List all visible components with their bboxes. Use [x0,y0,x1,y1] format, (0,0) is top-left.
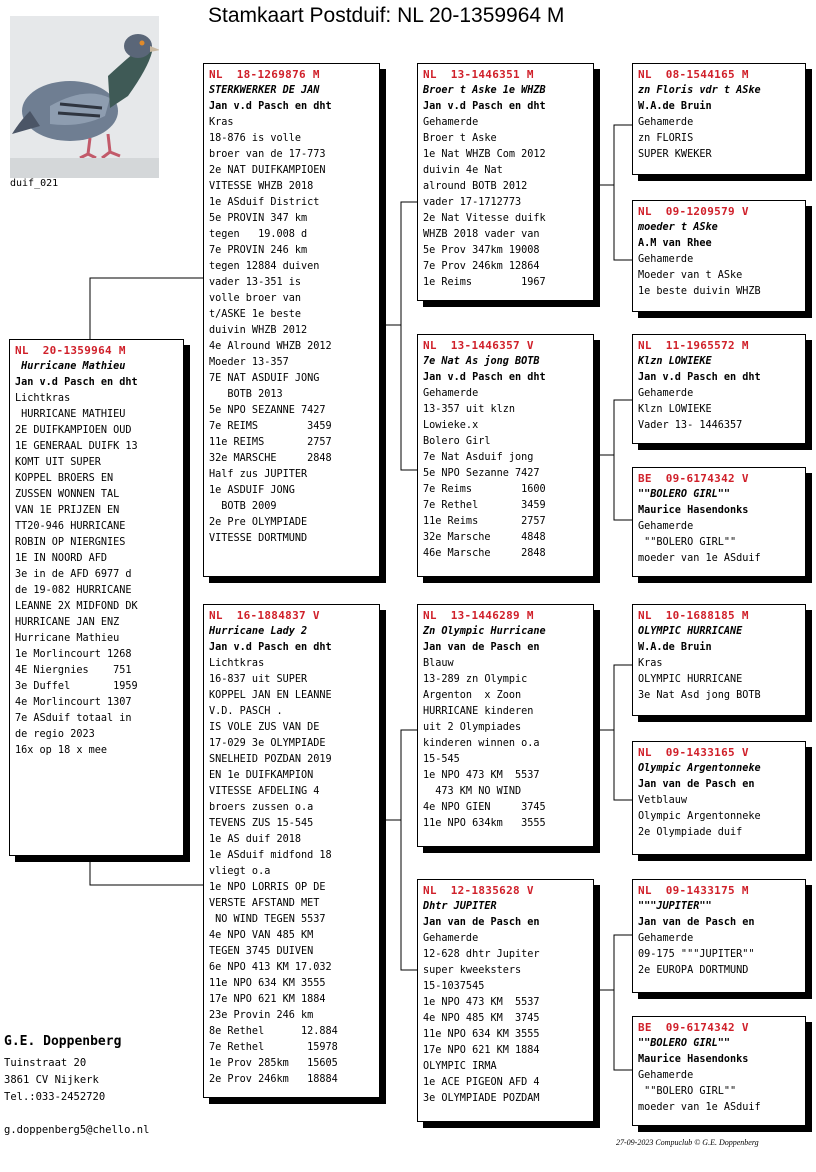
detail-line: SNELHEID POZDAN 2019 [209,754,332,765]
paternal-grandfather-details [423,115,589,291]
breeder-city: 3861 CV Nijkerk [4,1074,99,1086]
detail-line: kinderen winnen o.a [423,738,540,749]
detail-line: 11e REIMS 2757 [209,437,332,448]
detail-line: 17e NPO 621 KM 1884 [209,994,326,1005]
mother-card [203,604,380,1098]
detail-line: 5e Prov 347km 19008 [423,245,540,256]
detail-line: 3e in de AFD 6977 d [15,569,132,580]
paternal-grandmother-details [423,386,589,562]
detail-line: 7e Rethel 15978 [209,1042,338,1053]
detail-line: Lowieke.x [423,420,479,431]
page-title: Stamkaart Postduif: NL 20-1359964 M [208,4,565,27]
detail-line: tegen 12884 duiven [209,261,320,272]
photo-caption: duif_021 [10,178,59,189]
detail-line: 17-029 3e OLYMPIADE [209,738,326,749]
maternal-grandfather-name: Zn Olympic Hurricane [423,626,546,637]
detail-line: 2e EUROPA DORTMUND [638,965,749,976]
mother-details [209,656,375,1088]
detail-line: 15-545 [423,754,460,765]
detail-line: t/ASKE 1e beste [209,309,302,320]
great-grandparent-card-fmf [632,334,806,444]
detail-line: Gehamerde [638,388,694,399]
detail-line: 2e Nat Vitesse duifk [423,213,546,224]
father-card [203,63,380,577]
detail-line: OLYMPIC IRMA [423,1061,497,1072]
detail-line: NO WIND TEGEN 5537 [209,914,326,925]
detail-line: Lichtkras [209,658,265,669]
detail-line: ZUSSEN WONNEN TAL [15,489,120,500]
breeder-phone: Tel.:033-2452720 [4,1091,106,1103]
detail-line: vader 17-1712773 [423,197,522,208]
detail-line: 1E IN NOORD AFD [15,553,108,564]
mfm-ring: NL 09-1433165 V [638,746,749,759]
detail-line: TEVENS ZUS 15-545 [209,818,314,829]
detail-line: Gehamerde [638,1070,694,1081]
mmf-name: """JUPITER"" [638,901,712,912]
great-grandparent-card-ffm [632,200,806,312]
detail-line: super kweeksters [423,965,522,976]
detail-line: 3e OLYMPIADE POZDAM [423,1093,540,1104]
paternal-grandmother-ring: NL 13-1446357 V [423,339,534,352]
detail-line: 1e NPO LORRIS OP DE [209,882,326,893]
detail-line: 2E DUIFKAMPIOEN OUD [15,425,132,436]
detail-line: 4e NPO 485 KM 3745 [423,1013,540,1024]
detail-line: Gehamerde [638,933,694,944]
detail-line: VITESSE DORTMUND [209,533,308,544]
detail-line: Gehamerde [423,117,479,128]
subject-pigeon-card [9,339,184,856]
detail-line: 46e Marsche 2848 [423,548,546,559]
detail-line: 1e Morlincourt 1268 [15,649,132,660]
maternal-grandmother-owner: Jan van de Pasch en [423,917,540,928]
fmf-name: Klzn LOWIEKE [638,356,712,367]
detail-line: 12-628 dhtr Jupiter [423,949,540,960]
detail-line: Vetblauw [638,795,688,806]
detail-line: 16-837 uit SUPER [209,674,308,685]
breeder-street: Tuinstraat 20 [4,1057,87,1069]
maternal-grandmother-ring: NL 12-1835628 V [423,884,534,897]
detail-line: BOTB 2009 [209,501,277,512]
detail-line: 09-175 """JUPITER"" [638,949,755,960]
detail-line: 7e REIMS 3459 [209,421,332,432]
fff-ring: NL 08-1544165 M [638,68,749,81]
detail-line: 17e NPO 621 KM 1884 [423,1045,540,1056]
great-grandparent-card-mfm [632,741,806,855]
great-grandparent-card-fmm [632,467,806,577]
detail-line: Gehamerde [423,388,479,399]
detail-line: 1e ASduif midfond 18 [209,850,332,861]
detail-line: 1e ASDUIF JONG [209,485,295,496]
subject-details [15,391,179,759]
subject-owner: Jan v.d Pasch en dht [15,377,138,388]
detail-line: LEANNE 2X MIDFOND DK [15,601,138,612]
detail-line: 4E Niergnies 751 [15,665,132,676]
detail-line: 5e NPO SEZANNE 7427 [209,405,326,416]
detail-line: 1e Reims 1967 [423,277,546,288]
detail-line: Argenton x Zoon [423,690,522,701]
detail-line: 2e Olympiade duif [638,827,743,838]
maternal-grandmother-name: Dhtr JUPITER [423,901,497,912]
detail-line: duivin 4e Nat [423,165,503,176]
detail-line: SUPER KWEKER [638,149,712,160]
detail-line: Gehamerde [638,254,694,265]
detail-line: 5e NPO Sezanne 7427 [423,468,540,479]
detail-line: volle broer van [209,293,302,304]
detail-line: 32e Marsche 4848 [423,532,546,543]
detail-line: 5e PROVIN 347 km [209,213,308,224]
detail-line: Gehamerde [638,521,694,532]
detail-line: moeder van 1e ASduif [638,1102,761,1113]
detail-line: Kras [638,658,663,669]
detail-line: 1e NPO 473 KM 5537 [423,770,540,781]
fff-details [638,115,801,163]
mff-ring: NL 10-1688185 M [638,609,749,622]
ffm-name: moeder t ASke [638,222,718,233]
subject-ring-number: NL 20-1359964 M [15,344,126,357]
fmf-owner: Jan v.d Pasch en dht [638,372,761,383]
fmm-details [638,519,801,567]
paternal-grandmother-owner: Jan v.d Pasch en dht [423,372,546,383]
detail-line: Moeder van t ASke [638,270,743,281]
detail-line: Gehamerde [423,933,479,944]
detail-line: 2e NAT DUIFKAMPIOEN [209,165,326,176]
mmm-ring: BE 09-6174342 V [638,1021,749,1034]
detail-line: de regio 2023 [15,729,95,740]
detail-line: 1E GENERAAL DUIFK 13 [15,441,138,452]
detail-line: 6e NPO 413 KM 17.032 [209,962,332,973]
detail-line: 11e NPO 634km 3555 [423,818,546,829]
maternal-grandfather-card [417,604,594,847]
detail-line: 7e PROVIN 246 km [209,245,308,256]
great-grandparent-card-mmm [632,1016,806,1126]
detail-line: 1e Prov 285km 15605 [209,1058,338,1069]
detail-line: 2e Prov 246km 18884 [209,1074,338,1085]
detail-line: ""BOLERO GIRL"" [638,537,737,548]
mmm-details [638,1068,801,1116]
mmf-details [638,931,801,979]
father-owner: Jan v.d Pasch en dht [209,101,332,112]
detail-line: 7e Prov 246km 12864 [423,261,540,272]
maternal-grandmother-card [417,879,594,1122]
detail-line: Gehamerde [638,117,694,128]
detail-line: tegen 19.008 d [209,229,308,240]
detail-line: 13-289 zn Olympic [423,674,528,685]
detail-line: IS VOLE ZUS VAN DE [209,722,320,733]
detail-line: 15-1037545 [423,981,485,992]
detail-line: OLYMPIC HURRICANE [638,674,743,685]
mother-ring-number: NL 16-1884837 V [209,609,320,622]
detail-line: Lichtkras [15,393,71,404]
detail-line: VITESSE AFDELING 4 [209,786,320,797]
maternal-grandmother-details [423,931,589,1107]
detail-line: 473 KM NO WIND [423,786,522,797]
detail-line: 11e Reims 2757 [423,516,546,527]
detail-line: Kras [209,117,234,128]
detail-line: 8e Rethel 12.884 [209,1026,338,1037]
maternal-grandfather-ring: NL 13-1446289 M [423,609,534,622]
detail-line: 1e AS duif 2018 [209,834,302,845]
detail-line: moeder van 1e ASduif [638,553,761,564]
detail-line: 7e Rethel 3459 [423,500,546,511]
detail-line: 4e Alround WHZB 2012 [209,341,332,352]
mmf-owner: Jan van de Pasch en [638,917,755,928]
detail-line: 7e Nat Asduif jong [423,452,534,463]
mff-details [638,656,801,704]
breeder-name: G.E. Doppenberg [4,1034,122,1049]
great-grandparent-card-mmf [632,879,806,993]
detail-line: Moeder 13-357 [209,357,289,368]
detail-line: duivin WHZB 2012 [209,325,308,336]
detail-line: 18-876 is volle [209,133,302,144]
ffm-owner: A.M van Rhee [638,238,712,249]
mmf-ring: NL 09-1433175 M [638,884,749,897]
ffm-ring: NL 09-1209579 V [638,205,749,218]
fmm-owner: Maurice Hasendonks [638,505,749,516]
mfm-name: Olympic Argentonneke [638,763,761,774]
detail-line: KOPPEL JAN EN LEANNE [209,690,332,701]
mff-name: OLYMPIC HURRICANE [638,626,743,637]
fff-owner: W.A.de Bruin [638,101,712,112]
breeder-email[interactable]: g.doppenberg5@chello.nl [4,1124,150,1136]
detail-line: 11e NPO 634 KM 3555 [423,1029,540,1040]
detail-line: ROBIN OP NIERGNIES [15,537,126,548]
mff-owner: W.A.de Bruin [638,642,712,653]
detail-line: TEGEN 3745 DUIVEN [209,946,314,957]
fmm-name: ""BOLERO GIRL"" [638,489,731,500]
subject-name: Hurricane Mathieu [15,361,126,372]
detail-line: VERSTE AFSTAND MET [209,898,320,909]
mmm-name: ""BOLERO GIRL"" [638,1038,731,1049]
detail-line: ""BOLERO GIRL"" [638,1086,737,1097]
detail-line: WHZB 2018 vader van [423,229,540,240]
detail-line: vliegt o.a [209,866,271,877]
detail-line: 7e ASduif totaal in [15,713,132,724]
detail-line: 4e Morlincourt 1307 [15,697,132,708]
detail-line: 7E NAT ASDUIF JONG [209,373,320,384]
detail-line: alround BOTB 2012 [423,181,528,192]
detail-line: KOPPEL BROERS EN [15,473,114,484]
detail-line: KOMT UIT SUPER [15,457,101,468]
detail-line: broer van de 17-773 [209,149,326,160]
detail-line: Klzn LOWIEKE [638,404,712,415]
detail-line: Hurricane Mathieu [15,633,120,644]
detail-line: 2e Pre OLYMPIADE [209,517,308,528]
mfm-owner: Jan van de Pasch en [638,779,755,790]
detail-line: V.D. PASCH . [209,706,283,717]
father-ring-number: NL 18-1269876 M [209,68,320,81]
fmf-details [638,386,801,434]
mfm-details [638,793,801,841]
father-details [209,115,375,547]
paternal-grandfather-ring: NL 13-1446351 M [423,68,534,81]
footer-credit: 27-09-2023 Compuclub © G.E. Doppenberg [616,1138,759,1147]
detail-line: 3e Nat Asd jong BOTB [638,690,761,701]
fff-name: zn Floris vdr t ASke [638,85,761,96]
detail-line: Bolero Girl [423,436,491,447]
detail-line: 23e Provin 246 km [209,1010,314,1021]
detail-line: Half zus JUPITER [209,469,308,480]
detail-line: 1e beste duivin WHZB [638,286,761,297]
detail-line: 13-357 uit klzn [423,404,516,415]
detail-line: 16x op 18 x mee [15,745,108,756]
paternal-grandfather-card [417,63,594,301]
detail-line: 1e ASduif District [209,197,320,208]
detail-line: VITESSE WHZB 2018 [209,181,314,192]
detail-line: Broer t Aske [423,133,497,144]
mother-owner: Jan v.d Pasch en dht [209,642,332,653]
detail-line: BOTB 2013 [209,389,283,400]
great-grandparent-card-fff [632,63,806,175]
maternal-grandfather-details [423,656,589,832]
detail-line: uit 2 Olympiades [423,722,522,733]
detail-line: broers zussen o.a [209,802,314,813]
detail-line: 3e Duffel 1959 [15,681,138,692]
fmf-ring: NL 11-1965572 M [638,339,749,352]
detail-line: zn FLORIS [638,133,694,144]
detail-line: 11e NPO 634 KM 3555 [209,978,326,989]
fmm-ring: BE 09-6174342 V [638,472,749,485]
detail-line: 1e Nat WHZB Com 2012 [423,149,546,160]
paternal-grandmother-card [417,334,594,577]
breeder-address [4,1033,121,1106]
detail-line: 7e Reims 1600 [423,484,546,495]
mother-name: Hurricane Lady 2 [209,626,308,637]
detail-line: HURRICANE JAN ENZ [15,617,120,628]
detail-line: 1e NPO 473 KM 5537 [423,997,540,1008]
detail-line: 4e NPO VAN 485 KM [209,930,314,941]
great-grandparent-card-mff [632,604,806,716]
detail-line: HURRICANE kinderen [423,706,534,717]
detail-line: 32e MARSCHE 2848 [209,453,332,464]
detail-line: 4e NPO GIEN 3745 [423,802,546,813]
detail-line: EN 1e DUIFKAMPION [209,770,314,781]
mmm-owner: Maurice Hasendonks [638,1054,749,1065]
detail-line: VAN 1E PRIJZEN EN [15,505,120,516]
detail-line: 1e ACE PIGEON AFD 4 [423,1077,540,1088]
detail-line: de 19-082 HURRICANE [15,585,132,596]
detail-line: Vader 13- 1446357 [638,420,743,431]
detail-line: Blauw [423,658,454,669]
paternal-grandfather-owner: Jan v.d Pasch en dht [423,101,546,112]
detail-line: vader 13-351 is [209,277,302,288]
paternal-grandmother-name: 7e Nat As jong BOTB [423,356,540,367]
detail-line: TT20-946 HURRICANE [15,521,126,532]
maternal-grandfather-owner: Jan van de Pasch en [423,642,540,653]
detail-line: HURRICANE MATHIEU [15,409,126,420]
ffm-details [638,252,801,300]
detail-line: Olympic Argentonneke [638,811,761,822]
paternal-grandfather-name: Broer t Aske 1e WHZB [423,85,546,96]
father-name: STERKWERKER DE JAN [209,85,320,96]
